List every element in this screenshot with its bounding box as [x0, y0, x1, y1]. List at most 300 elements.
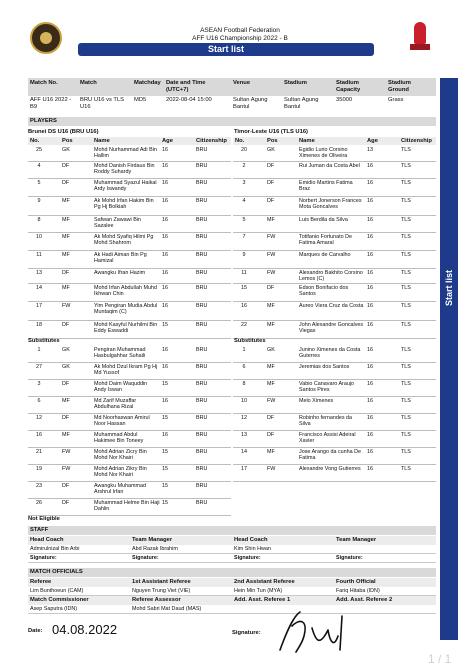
- bru-sub-name: Awangku Muhammad Arshrul Irfan: [94, 482, 147, 495]
- bru-starter-no: 14: [36, 284, 42, 291]
- tls-sub-pos: MF: [267, 363, 275, 370]
- tls-sub-row: [233, 363, 436, 380]
- tls-starter-age: 16: [367, 162, 373, 169]
- tls-sub-name: Jose Arango da cunha De Fatima: [299, 448, 362, 461]
- tls-starter-cit: TLS: [401, 179, 411, 186]
- tls-sub-age: 16: [367, 448, 373, 455]
- venue: Sultan Agung Bantul: [233, 97, 268, 110]
- right-name-header: Name: [299, 138, 315, 144]
- federation-name: ASEAN Football Federation: [200, 27, 280, 34]
- tls-starter-age: 16: [367, 197, 373, 204]
- tls-sub-age: 16: [367, 346, 373, 353]
- bru-starter-age: 16: [162, 302, 168, 309]
- tls-starter-row: [233, 162, 436, 179]
- bru-starter-row: [28, 146, 231, 162]
- tls-starter-pos: DF: [267, 197, 275, 204]
- head-coach-right: Kim Shin Hwan: [234, 546, 271, 552]
- tls-sub-pos: GK: [267, 346, 275, 353]
- bru-sub-cit: BRU: [196, 431, 208, 438]
- tls-starter-pos: FW: [267, 251, 276, 258]
- bru-sub-no: 16: [36, 431, 42, 438]
- tls-starter-no: 3: [242, 179, 246, 186]
- tls-sub-age: 16: [367, 363, 373, 370]
- bru-starter-row: [28, 216, 231, 233]
- tls-starter-cit: TLS: [401, 233, 411, 240]
- bru-sub-cit: BRU: [196, 346, 208, 353]
- tls-starter-name: Rui Juman da Costa Abel: [299, 162, 360, 169]
- bru-sub-age: 15: [162, 499, 168, 506]
- tls-sub-cit: TLS: [401, 414, 411, 421]
- tls-starter-age: 16: [367, 302, 373, 309]
- bru-sub-age: 16: [162, 346, 168, 353]
- tls-starter-age: 16: [367, 233, 373, 240]
- bru-starter-no: 13: [36, 269, 42, 276]
- left-citizenship-header: Citizenship: [196, 138, 227, 144]
- bru-starter-row: [28, 251, 231, 269]
- bru-starter-age: 16: [162, 197, 168, 204]
- bru-starter-age: 16: [162, 179, 168, 186]
- tls-sub-cit: TLS: [401, 431, 411, 438]
- bru-starter-cit: BRU: [196, 284, 208, 291]
- bru-sub-no: 6: [37, 397, 41, 404]
- tls-starter-no: 11: [241, 269, 247, 276]
- bru-sub-name: Mohd Daim Waquddin Andy Iswan: [94, 380, 148, 393]
- not-eligible-label: Not Eligible: [28, 516, 60, 522]
- asean-football-federation-logo: [30, 22, 62, 54]
- tls-starter-cit: TLS: [401, 269, 411, 276]
- tls-starter-row: [233, 284, 436, 302]
- side-tab-label: Start list: [444, 270, 454, 307]
- ar1-label: 1st Assistant Referee: [132, 579, 191, 585]
- bru-starter-name: Awangku Ifran Hazim: [94, 269, 146, 276]
- tls-sub-name: Junino Ximenes da Costa Guterres: [299, 346, 361, 359]
- bru-starter-row: [28, 302, 231, 321]
- officials-row-2: [28, 605, 436, 614]
- tls-starter-no: 2: [242, 162, 246, 169]
- tls-sub-cit: TLS: [401, 346, 411, 353]
- tls-starter-pos: FW: [267, 269, 276, 276]
- tls-starter-name: Marques de Carvalho: [299, 251, 351, 258]
- match-officials-section-title: MATCH OFFICIALS: [28, 568, 436, 577]
- tls-starter-pos: MF: [267, 321, 275, 328]
- left-age-header: Age: [162, 138, 173, 144]
- bru-sub-name: Muhammad Helme Bin Haji Dahlin: [94, 499, 160, 512]
- tls-sub-name: Jeremias dos Santos: [299, 363, 350, 370]
- bru-starter-pos: MF: [62, 233, 70, 240]
- tls-starter-cit: TLS: [401, 251, 411, 258]
- bru-starter-row: [28, 179, 231, 197]
- ar2-label: 2nd Assistant Referee: [234, 579, 295, 585]
- bru-starter-name: Mohd Danish Firdaus Bin Roddy Suhardy: [94, 162, 155, 175]
- bru-starter-cit: BRU: [196, 251, 208, 258]
- bru-sub-no: 26: [36, 499, 42, 506]
- right-age-header: Age: [367, 138, 378, 144]
- trophy-icon: [414, 22, 426, 44]
- date-time: 2022-08-04 15:00: [166, 97, 212, 103]
- tls-sub-cit: TLS: [401, 448, 411, 455]
- tls-starter-row: [233, 146, 436, 162]
- tls-sub-row: [233, 414, 436, 431]
- tls-sub-age: 16: [367, 414, 373, 421]
- bru-sub-name: Pengiran Muhammad Hasbulgahhar Suhaili: [94, 346, 146, 359]
- date-label: Date:: [28, 628, 43, 634]
- tls-sub-pos: MF: [267, 380, 275, 387]
- left-pos-header: Pos: [62, 138, 73, 144]
- tls-starter-row: [233, 302, 436, 321]
- bru-starter-name: Mohd Kasyful Nurhilmi Bin Eddy Eswaddi: [94, 321, 158, 334]
- tls-starter-no: 22: [241, 321, 247, 328]
- tls-sub-cit: TLS: [401, 363, 411, 370]
- tls-sub-row: [233, 448, 436, 465]
- bru-sub-pos: FW: [62, 448, 71, 455]
- tls-starter-name: Norbert Jonerson Frances Mota Goncalves: [299, 197, 362, 210]
- tls-starter-name: Aureo Viera Cruz da Costa: [299, 302, 364, 309]
- tls-sub-no: 17: [241, 465, 247, 472]
- tls-starter-row: [233, 269, 436, 284]
- bru-sub-age: 15: [162, 465, 168, 472]
- officials-row-1: [28, 587, 436, 596]
- tls-sub-age: 16: [367, 431, 373, 438]
- tls-starter-cit: TLS: [401, 197, 411, 204]
- bru-sub-row: [28, 397, 231, 414]
- bru-sub-age: 15: [162, 482, 168, 489]
- right-team-title: Timor-Leste U16 (TLS U16): [234, 129, 308, 135]
- bru-starter-pos: DF: [62, 269, 70, 276]
- left-column-header: [28, 137, 231, 145]
- tls-starter-row: [233, 197, 436, 216]
- bru-starter-age: 16: [162, 233, 168, 240]
- tls-starter-cit: TLS: [401, 146, 411, 153]
- ar1-name: Nguyen Trung Viet (VIE): [132, 588, 191, 594]
- tls-sub-pos: FW: [267, 397, 276, 404]
- bru-sub-no: 23: [36, 482, 42, 489]
- bru-starter-no: 18: [36, 321, 42, 328]
- tls-starter-age: 16: [367, 269, 373, 276]
- bru-sub-row: [28, 499, 231, 516]
- tls-sub-no: 8: [242, 380, 246, 387]
- bru-starter-pos: DF: [62, 321, 70, 328]
- ar2-name: Hein Min Tun (MYA): [234, 588, 283, 594]
- bru-starter-name: Mohd Irfan Abdullah Muhd Ikhwan Chin: [94, 284, 157, 297]
- bru-sub-no: 19: [36, 465, 42, 472]
- head-coach-right-label: Head Coach: [234, 537, 268, 543]
- bru-starter-no: 9: [37, 197, 41, 204]
- document-title-bar: Start list: [78, 43, 374, 56]
- tls-sub-age: 16: [367, 397, 373, 404]
- tls-sub-no: 1: [242, 346, 246, 353]
- bru-sub-name: Mohd Adrian Zikry Bin Mohd Nor Khairi: [94, 465, 147, 478]
- bru-starter-age: 16: [162, 269, 168, 276]
- bru-starter-name: Ak Hadi Aiman Bin Pg Hamizal: [94, 251, 147, 264]
- bru-starter-age: 16: [162, 284, 168, 291]
- right-substitutes-title: Substitutes: [234, 338, 266, 344]
- bru-starter-pos: DF: [62, 179, 70, 186]
- match-no: AFF U16 2022 - B9: [30, 97, 72, 110]
- bru-sub-row: [28, 363, 231, 380]
- tls-starter-name: Egidio Lurio Corsino Ximenes de Oliveira: [299, 146, 348, 159]
- left-no-header: No.: [30, 138, 40, 144]
- date-value: 04.08.2022: [52, 622, 118, 637]
- bru-sub-pos: MF: [62, 397, 70, 404]
- bru-sub-age: 16: [162, 363, 168, 370]
- bru-starter-cit: BRU: [196, 269, 208, 276]
- bru-starter-pos: MF: [62, 216, 70, 223]
- tls-starter-no: 4: [242, 197, 246, 204]
- bru-sub-no: 1: [37, 346, 41, 353]
- bru-sub-cit: BRU: [196, 465, 208, 472]
- bru-starter-cit: BRU: [196, 321, 208, 328]
- bru-sub-cit: BRU: [196, 380, 208, 387]
- tls-sub-name: Alexandre Vong Gutierres: [299, 465, 361, 472]
- tls-sub-pos: DF: [267, 431, 275, 438]
- bru-sub-cit: BRU: [196, 414, 208, 421]
- bru-starter-cit: BRU: [196, 197, 208, 204]
- add-ar1-label: Add. Asst. Referee 1: [234, 597, 291, 603]
- team-manager-left: Abd Razak Ibrahim: [132, 546, 178, 552]
- tls-sub-cit: TLS: [401, 397, 411, 404]
- bru-sub-age: 16: [162, 431, 168, 438]
- bru-starter-no: 10: [36, 233, 42, 240]
- staff-header: [28, 536, 436, 545]
- tls-sub-row: [233, 397, 436, 414]
- bru-sub-pos: GK: [62, 346, 70, 353]
- tls-sub-name: Francisco Assisi Adeiral Xavier: [299, 431, 356, 444]
- tls-sub-no: 13: [241, 431, 247, 438]
- match-no-header: Match No.: [30, 80, 58, 86]
- bru-sub-no: 27: [36, 363, 42, 370]
- tls-sub-no: 6: [242, 363, 246, 370]
- team-manager-right-label: Team Manager: [336, 537, 377, 543]
- tls-starter-no: 9: [242, 251, 246, 258]
- bru-sub-age: 16: [162, 397, 168, 404]
- bru-starter-cit: BRU: [196, 162, 208, 169]
- tls-starter-row: [233, 216, 436, 233]
- stadium-ground-header: Stadium Ground: [388, 80, 411, 93]
- bru-sub-cit: BRU: [196, 397, 208, 404]
- trophy-base-icon: [410, 44, 430, 50]
- bru-starter-age: 15: [162, 321, 168, 328]
- tls-sub-name: Vabio Canavaro Araujo Santos Pires: [299, 380, 355, 393]
- referee-label: Referee: [30, 579, 52, 585]
- bru-starter-name: Ak Mohd Syafiq Hilmi Pg Mohd Shahrom: [94, 233, 154, 246]
- stadium-capacity: 35000: [336, 97, 353, 103]
- footer-signature-label: Signature:: [232, 630, 261, 636]
- match-header-label: Match: [80, 80, 97, 86]
- tls-starter-name: Alexandro Bakhito Corsino Lemos (C): [299, 269, 363, 282]
- tls-starter-cit: TLS: [401, 216, 411, 223]
- tls-starter-pos: MF: [267, 302, 275, 309]
- bru-starter-cit: BRU: [196, 146, 208, 153]
- tls-starter-pos: MF: [267, 216, 275, 223]
- head-coach-left-label: Head Coach: [30, 537, 64, 543]
- tls-starter-pos: DF: [267, 179, 275, 186]
- tls-starter-no: 15: [241, 284, 247, 291]
- tls-starter-name: Edson Bonifacio dos Santos: [299, 284, 349, 297]
- tls-starter-name: Emidio Martins Fatima Braz: [299, 179, 353, 192]
- commissioner-name: Asep Saputra (IDN): [30, 606, 78, 612]
- right-citizenship-header: Citizenship: [401, 138, 432, 144]
- bru-starter-pos: DF: [62, 162, 70, 169]
- bru-starter-age: 16: [162, 251, 168, 258]
- bru-sub-name: Mohd Adrian Zicry Bin Mohd Nor Khairi: [94, 448, 147, 461]
- bru-starter-age: 16: [162, 216, 168, 223]
- bru-sub-pos: DF: [62, 482, 70, 489]
- tls-sub-pos: FW: [267, 465, 276, 472]
- bru-sub-row: [28, 465, 231, 482]
- bru-starter-row: [28, 269, 231, 284]
- tls-sub-age: 16: [367, 465, 373, 472]
- stadium-ground: Grass: [388, 97, 404, 103]
- right-column-header: [233, 137, 436, 145]
- tls-starter-pos: DF: [267, 284, 275, 291]
- bru-sub-no: 3: [37, 380, 41, 387]
- stadium-header: Stadium: [284, 80, 307, 86]
- bru-starter-row: [28, 284, 231, 302]
- staff-signature-left-label: Signature:: [30, 555, 57, 561]
- team-manager-left-label: Team Manager: [132, 537, 173, 543]
- bru-starter-age: 16: [162, 162, 168, 169]
- tls-starter-row: [233, 233, 436, 251]
- date-time-header: Date and Time (UTC+7): [166, 80, 206, 93]
- bru-starter-row: [28, 197, 231, 216]
- tls-starter-pos: DF: [267, 162, 275, 169]
- bru-sub-pos: GK: [62, 363, 70, 370]
- page-number: 1 / 1: [428, 652, 452, 666]
- players-section-title: PLAYERS: [28, 117, 436, 126]
- bru-starter-age: 16: [162, 146, 168, 153]
- tls-starter-age: 16: [367, 321, 373, 328]
- right-no-header: No.: [235, 138, 245, 144]
- bru-starter-name: Mohd Nurhammad Adi Bin Hallim: [94, 146, 157, 159]
- bru-starter-no: 8: [37, 216, 41, 223]
- officials-header-2: [28, 596, 436, 605]
- bru-starter-pos: MF: [62, 197, 70, 204]
- tls-sub-row: [233, 346, 436, 363]
- tls-starter-row: [233, 251, 436, 269]
- bru-starter-row: [28, 162, 231, 179]
- left-substitutes-title: Substitutes: [28, 338, 60, 344]
- tls-starter-age: 16: [367, 216, 373, 223]
- tls-starter-age: 16: [367, 179, 373, 186]
- commissioner-label: Match Commissioner: [30, 597, 89, 603]
- bru-starter-row: [28, 233, 231, 251]
- tls-starter-age: 16: [367, 251, 373, 258]
- bru-sub-name: Md Zarif Muzaffar Abdulhana Rizal: [94, 397, 137, 410]
- bru-starter-no: 5: [37, 179, 41, 186]
- aff-u16-championship-logo: [406, 22, 434, 62]
- bru-sub-row: [28, 346, 231, 363]
- bru-sub-no: 12: [36, 414, 42, 421]
- venue-header: Venue: [233, 80, 251, 86]
- bru-starter-cit: BRU: [196, 233, 208, 240]
- tls-starter-no: 5: [242, 216, 246, 223]
- officials-header-1: [28, 578, 436, 587]
- tls-sub-row: [233, 380, 436, 397]
- tls-sub-name: Melo Ximenes: [299, 397, 334, 404]
- tls-starter-cit: TLS: [401, 302, 411, 309]
- tls-sub-no: 14: [241, 448, 247, 455]
- bru-sub-row: [28, 431, 231, 448]
- assessor-name: Mohd Sabri Mat Daud (MAS): [132, 606, 202, 612]
- tls-sub-no: 12: [241, 414, 247, 421]
- tls-sub-no: 10: [241, 397, 247, 404]
- side-tab: [440, 78, 458, 640]
- tls-starter-cit: TLS: [401, 284, 411, 291]
- tls-starter-name: Luis Berdila da Silva: [299, 216, 348, 223]
- bru-sub-pos: DF: [62, 380, 70, 387]
- tls-starter-cit: TLS: [401, 321, 411, 328]
- matchday-header: Matchday: [134, 80, 161, 86]
- bru-sub-row: [28, 414, 231, 431]
- staff-signature-left2-label: Signature:: [132, 555, 159, 561]
- tls-sub-age: 16: [367, 380, 373, 387]
- bru-sub-row: [28, 482, 231, 499]
- tls-starter-no: 7: [242, 233, 246, 240]
- tls-starter-pos: GK: [267, 146, 275, 153]
- bru-sub-name: Ak Mohd Dzul Ikram Pg Hj Md Yussof: [94, 363, 158, 376]
- tls-sub-name: Robinho fernandes da Silva: [299, 414, 353, 427]
- assessor-label: Referee Assessor: [132, 597, 181, 603]
- bru-starter-name: Muhammad Syazul Haikal Ardy Iswandy: [94, 179, 157, 192]
- right-pos-header: Pos: [267, 138, 278, 144]
- fourth-official-name: Fariq Hitaba (IDN): [336, 588, 380, 594]
- bru-sub-cit: BRU: [196, 448, 208, 455]
- left-name-header: Name: [94, 138, 110, 144]
- bru-sub-pos: DF: [62, 499, 70, 506]
- match-row: [28, 96, 436, 116]
- staff-signature-right2-label: Signature:: [336, 555, 363, 561]
- tls-starter-no: 20: [241, 146, 247, 153]
- tls-starter-no: 16: [241, 302, 247, 309]
- left-team-title: Brunei DS U16 (BRU U16): [28, 129, 99, 135]
- match-teams: BRU U16 vs TLS U16: [80, 97, 125, 110]
- tls-starter-row: [233, 179, 436, 197]
- bru-starter-cit: BRU: [196, 302, 208, 309]
- staff-values-row: [28, 545, 436, 554]
- bru-starter-pos: GK: [62, 146, 70, 153]
- matchday: MD5: [134, 97, 147, 103]
- bru-sub-cit: BRU: [196, 482, 208, 489]
- bru-starter-pos: MF: [62, 251, 70, 258]
- staff-signature-right-label: Signature:: [234, 555, 261, 561]
- bru-sub-row: [28, 448, 231, 465]
- bru-starter-cit: BRU: [196, 179, 208, 186]
- bru-starter-no: 11: [36, 251, 42, 258]
- tls-sub-row: [233, 431, 436, 448]
- head-coach-left: Admirulnizal Bin Arbi: [30, 546, 80, 552]
- bru-sub-pos: MF: [62, 431, 70, 438]
- tls-starter-cit: TLS: [401, 162, 411, 169]
- staff-signature-row: [28, 554, 436, 563]
- tls-sub-row: [233, 465, 436, 482]
- bru-sub-cit: BRU: [196, 499, 208, 506]
- tls-sub-pos: MF: [267, 448, 275, 455]
- staff-section-title: STAFF: [28, 526, 436, 535]
- stadium-capacity-header: Stadium Capacity: [336, 80, 361, 93]
- bru-sub-row: [28, 380, 231, 397]
- tls-starter-age: 16: [367, 284, 373, 291]
- tls-sub-pos: DF: [267, 414, 275, 421]
- match-header: [28, 78, 436, 96]
- bru-sub-no: 21: [36, 448, 42, 455]
- bru-starter-cit: BRU: [196, 216, 208, 223]
- commissioner-signature: [270, 608, 360, 658]
- bru-sub-age: 15: [162, 380, 168, 387]
- bru-starter-no: 17: [36, 302, 42, 309]
- bru-sub-cit: BRU: [196, 363, 208, 370]
- bru-starter-pos: MF: [62, 284, 70, 291]
- bru-starter-name: Yim Pengiran Mudia Abdul Muntaqim (C): [94, 302, 158, 315]
